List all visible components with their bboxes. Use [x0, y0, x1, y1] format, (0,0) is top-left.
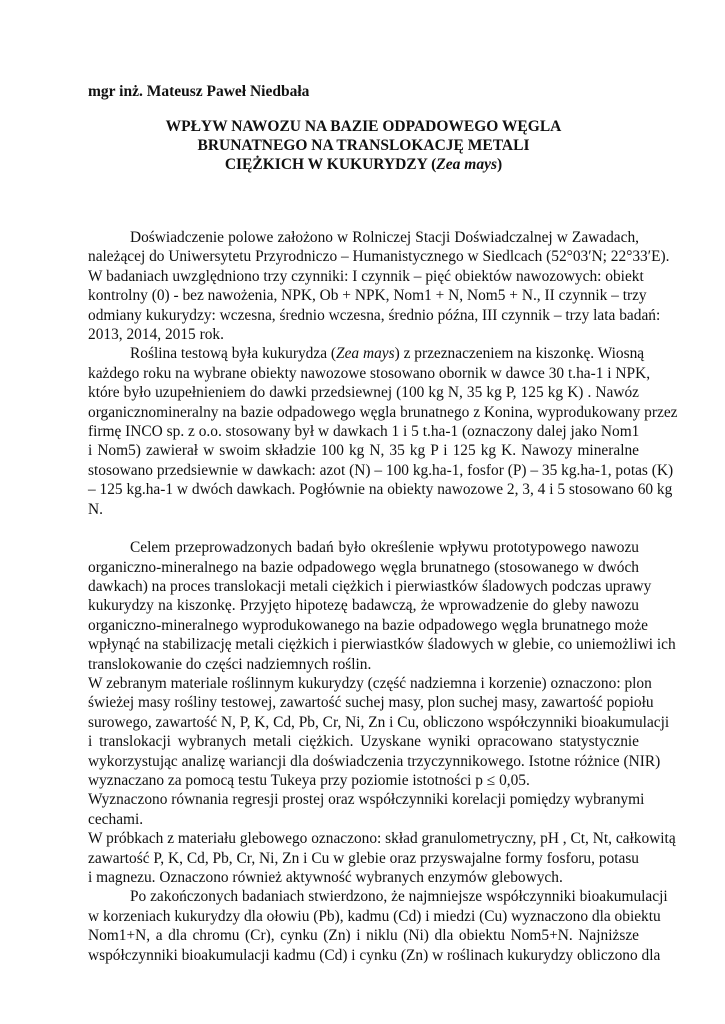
text-line: odmiany kukurydzy: wczesna, średnio wczesna, średnio późna, III czynnik – trzy lata badań: — [88, 306, 661, 324]
text-line — [88, 344, 645, 363]
text-line: Wyznaczono równania regresji prostej oraz współczynniki korelacji pomiędzy wybranymi — [88, 791, 645, 809]
paragraph-test-plant — [88, 344, 678, 519]
text-line: świeżej masy rośliny testowej, zawartość suchej masy, plon suchej masy, zawartość popiołu — [88, 694, 654, 712]
title-line-3-suffix: ) — [497, 156, 503, 173]
text-fragment: ) z przeznaczeniem na kiszonkę. Wiosną — [394, 345, 645, 363]
text-line: 2013, 2014, 2015 rok. — [88, 326, 224, 344]
text-line: stosowano przedsiewnie w dawkach: azot (N) – 100 kg.ha-1, fosfor (P) – 35 kg.ha-1, potas (K) — [88, 461, 674, 479]
document-body — [88, 210, 678, 965]
text-line: w korzeniach kukurydzy dla ołowiu (Pb), kadmu (Cd) i miedzi (Cu) wyznaczono dla obiektu — [88, 907, 661, 925]
text-line: kontrolny (0) - bez nawożenia, NPK, Ob + NPK, Nom1 + N, Nom5 + N., II czynnik – trzy — [88, 287, 647, 305]
title-line-3-prefix: CIĘŻKICH W KUKURYDZY ( — [224, 156, 437, 173]
text-line: firmę INCO sp. z o.o. stosowany był w dawkach 1 i 5 t.ha-1 (oznaczony dalej jako Nom1 — [88, 423, 640, 441]
text-line: kukurydzy na kiszonkę. Przyjęto hipotezę badawczą, że wprowadzenie do gleby nawozu — [88, 597, 639, 615]
paragraph-experiment-setup — [88, 228, 670, 344]
text-line: Nom1+N, a dla chromu (Cr), cynku (Zn) i niklu (Ni) dla obiektu Nom5+N. Najniższe — [88, 927, 639, 945]
text-line: W badaniach uwzględniono trzy czynniki: I czynnik – pięć obiektów nawozowych: obiekt — [88, 267, 644, 285]
text-line: Doświadczenie polowe założono w Rolniczej Stacji Doświadczalnej w Zawadach, — [130, 229, 639, 246]
text-line: Po zakończonych badaniach stwierdzono, że najmniejsze współczynniki bioakumulacji — [130, 888, 668, 906]
title-species-name: Zea mays — [436, 156, 497, 173]
text-line: wpłynąć na stabilizację metali ciężkich i pierwiastków śladowych w glebie, co uniemożliwi ich — [88, 636, 676, 654]
text-line: i translokacji wybranych metali ciężkich. Uzyskane wyniki opracowano statystycznie — [88, 733, 639, 751]
text-line: organicznomineralny na bazie odpadowego węgla brunatnego z Konina, wyprodukowany przez — [88, 403, 678, 421]
paragraph-conclusions — [88, 887, 668, 965]
text-line: zawartość P, K, Cd, Pb, Cr, Ni, Zn i Cu w glebie oraz przyswajalne formy fosforu, potasu — [88, 849, 639, 867]
author-name: mgr inż. Mateusz Paweł Niedbała — [88, 83, 310, 100]
text-line: współczynniki bioakumulacji kadmu (Cd) i cynku (Zn) w roślinach kukurydzy obliczono dla — [88, 946, 661, 964]
title-line-1: WPŁYW NAWOZU NA BAZIE ODPADOWEGO WĘGLA — [165, 118, 562, 135]
text-line: W próbkach z materiału glebowego oznaczono: skład granulometryczny, pH , Ct, Nt, całkowitą — [88, 830, 676, 848]
text-line: i Nom5) zawierał w swoim składzie 100 kg N, 35 kg P i 125 kg K. Nawozy mineralne — [88, 442, 639, 460]
title-line-3 — [88, 155, 639, 174]
paragraph-plant-analysis — [88, 674, 670, 790]
text-line: – 125 kg.ha-1 w dwóch dawkach. Pogłównie na obiekty nawozowe 2, 3, 4 i 5 stosowano 60 kg — [88, 481, 673, 499]
text-line: dawkach) na proces translokacji metali ciężkich i pierwiastków śladowych podczas uprawy — [88, 577, 652, 595]
text-line: surowego, zawartość N, P, K, Cd, Pb, Cr, Ni, Zn i Cu, obliczono współczynniki bioakumulacji — [88, 713, 670, 731]
text-line: cechami. — [88, 810, 144, 828]
paragraph-soil-analysis — [88, 829, 676, 887]
text-line: wykorzystując analizę wariancji dla doświadczenia trzyczynnikowego. Istotne różnice (NIR) — [88, 752, 661, 770]
paragraph-research-goal — [88, 538, 676, 674]
species-name: Zea mays — [336, 345, 395, 363]
text-line: i magnezu. Oznaczono również aktywność wybranych enzymów glebowych. — [88, 869, 563, 886]
text-line: wyznaczano za pomocą testu Tukeya przy poziomie istotności p ≤ 0,05. — [88, 771, 530, 789]
text-line: organiczno-mineralnego wyprodukowanego na bazie odpadowego węgla brunatnego może — [88, 616, 648, 634]
text-line: każdego roku na wybrane obiekty nawozowe stosowano obornik w dawce 30 t.ha-1 i NPK, — [88, 364, 651, 382]
text-line: Celem przeprowadzonych badań było określenie wpływu prototypowego nawozu — [130, 539, 639, 557]
title-line-2: BRUNATNEGO NA TRANSLOKACJĘ METALI — [197, 137, 530, 154]
text-line: W zebranym materiale roślinnym kukurydzy (część nadziemna i korzenie) oznaczono: plon — [88, 674, 652, 692]
text-line: N. — [88, 500, 103, 518]
document-title — [88, 117, 639, 174]
text-line: należącej do Uniwersytetu Przyrodniczo – Humanistycznego w Siedlcach (52°03′N; 22°33′E). — [88, 248, 670, 266]
text-line: translokowanie do części nadziemnych roślin. — [88, 655, 372, 673]
text-fragment: Roślina testową była kukurydza ( — [130, 345, 337, 363]
text-line: które było uzupełnieniem do dawki przedsiewnej (100 kg N, 35 kg P, 125 kg K) . Nawóz — [88, 384, 639, 402]
paragraph-regression — [88, 790, 645, 829]
text-line: organiczno-mineralnego na bazie odpadowego węgla brunatnego (stosowanego w dwóch — [88, 558, 639, 576]
